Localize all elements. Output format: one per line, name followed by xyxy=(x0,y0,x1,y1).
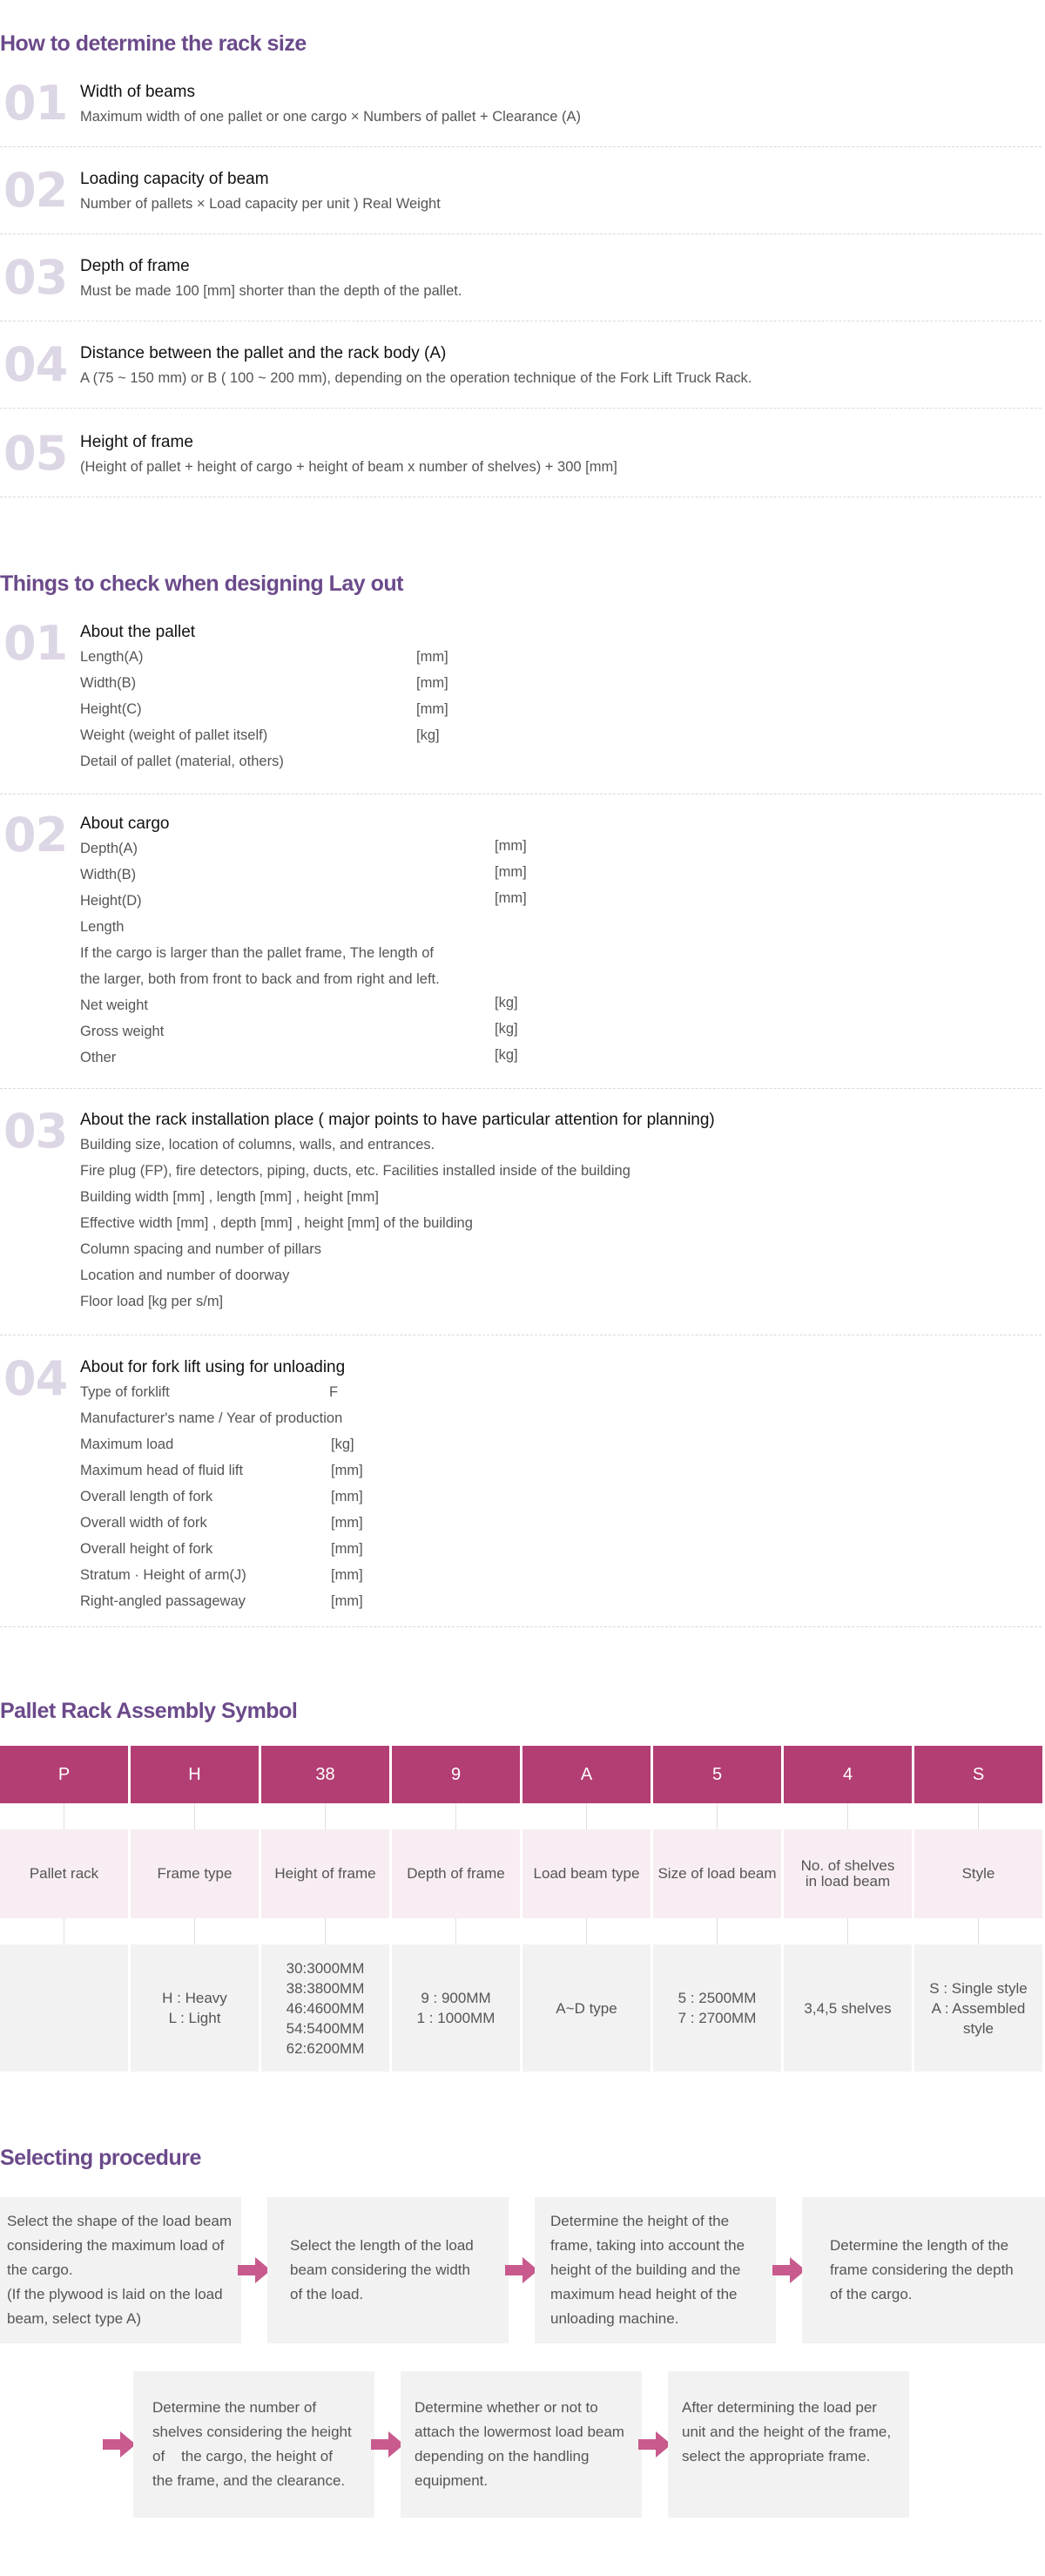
pallet-unit: [mm] xyxy=(416,701,448,717)
connector-line xyxy=(586,1918,587,1944)
connector-line xyxy=(194,1803,195,1829)
symbol-value: H : Heavy L : Light xyxy=(131,1944,259,2072)
procedure-step-text: Determine whether or not to attach the lowermost load beam depending on the handling equipment. xyxy=(415,2399,624,2489)
item-title: Width of beams xyxy=(80,83,195,101)
symbol-cell: 9 xyxy=(392,1746,520,1803)
procedure-step-2 xyxy=(267,2197,509,2343)
item-title: Height of frame xyxy=(80,433,193,451)
item-text: Number of pallets × Load capacity per unit ) Real Weight xyxy=(80,196,441,212)
pallet-unit: [kg] xyxy=(416,727,440,743)
rack-size-item-2 xyxy=(0,163,1042,234)
connector-line xyxy=(325,1803,326,1829)
item-title: Depth of frame xyxy=(80,257,190,275)
connector-line xyxy=(847,1803,848,1829)
rack-size-title: How to determine the rack size xyxy=(0,31,307,56)
layout-check-title: Things to check when designing Lay out xyxy=(0,571,403,596)
symbol-label: Style xyxy=(914,1829,1042,1918)
symbol-cell: P xyxy=(0,1746,128,1803)
cargo-line: Length xyxy=(80,919,125,935)
arrow-right-icon xyxy=(638,2430,671,2459)
symbol-cell: H xyxy=(131,1746,259,1803)
rack-size-item-3 xyxy=(0,250,1042,321)
item-number: 02 xyxy=(3,808,68,862)
symbol-cell: 4 xyxy=(784,1746,912,1803)
connector-line xyxy=(978,1918,979,1944)
connector-line xyxy=(978,1803,979,1829)
arrow-right-icon xyxy=(103,2430,136,2459)
forklift-line: Overall height of fork xyxy=(80,1541,213,1557)
procedure-step-text: Determine the length of the frame considering the depth of the cargo. xyxy=(830,2237,1014,2302)
symbol-value: 3,4,5 shelves xyxy=(784,1944,912,2072)
forklift-unit: F xyxy=(329,1384,339,1400)
symbol-value: 9 : 900MM 1 : 1000MM xyxy=(392,1944,520,2072)
rack-size-item-1 xyxy=(0,76,1042,147)
forklift-line: Maximum load xyxy=(80,1437,174,1452)
pallet-line: Detail of pallet (material, others) xyxy=(80,754,284,769)
connector-line xyxy=(586,1803,587,1829)
symbol-cell: S xyxy=(914,1746,1042,1803)
pallet-line: Weight (weight of pallet itself) xyxy=(80,727,268,743)
procedure-step-5 xyxy=(133,2371,374,2518)
symbol-value: A~D type xyxy=(522,1944,651,2072)
procedure-step-4 xyxy=(802,2197,1045,2343)
forklift-unit: [mm] xyxy=(331,1515,363,1531)
connector-line xyxy=(847,1918,848,1944)
procedure-step-text: Select the length of the load beam considering the width of the load. xyxy=(290,2237,474,2302)
connector-line xyxy=(455,1803,456,1829)
procedure-step-text: Determine the height of the frame, taking into account the height of the building and the maximum head height of the unloading machine. xyxy=(550,2213,745,2327)
forklift-unit: [mm] xyxy=(331,1489,363,1504)
procedure-step-text: Select the shape of the load beam considering the maximum load of the cargo. (If the plywood is laid on the load beam, select type A) xyxy=(7,2213,233,2327)
item-number: 03 xyxy=(3,250,68,305)
check-cargo xyxy=(0,808,1042,1089)
installation-line: Building size, location of columns, walls, and entrances. xyxy=(80,1137,435,1153)
symbol-label: Frame type xyxy=(131,1829,259,1918)
connector-line xyxy=(194,1918,195,1944)
assembly-title: Pallet Rack Assembly Symbol xyxy=(0,1699,298,1723)
arrow-right-icon xyxy=(772,2255,806,2285)
item-number: 04 xyxy=(3,337,68,392)
installation-line: Column spacing and number of pillars xyxy=(80,1241,321,1257)
item-number: 01 xyxy=(3,616,68,671)
installation-line: Fire plug (FP), fire detectors, piping, ducts, etc. Facilities installed inside of the building xyxy=(80,1163,630,1179)
item-number: 03 xyxy=(3,1104,68,1159)
symbol-value xyxy=(0,1944,128,2072)
item-text: Must be made 100 [mm] shorter than the depth of the pallet. xyxy=(80,283,462,299)
arrow-right-icon xyxy=(371,2430,404,2459)
cargo-line: the larger, both from front to back and from right and left. xyxy=(80,971,440,987)
symbol-cell: 38 xyxy=(261,1746,389,1803)
rack-size-item-4 xyxy=(0,337,1042,409)
installation-line: Floor load [kg per s/m] xyxy=(80,1294,224,1309)
cargo-line: Depth(A) xyxy=(80,841,138,856)
procedure-step-3 xyxy=(535,2197,776,2343)
cargo-line: Width(B) xyxy=(80,867,137,882)
item-title: Loading capacity of beam xyxy=(80,170,269,188)
forklift-line: Right-angled passageway xyxy=(80,1593,246,1609)
arrow-right-icon xyxy=(238,2255,271,2285)
symbol-value: S : Single style A : Assembled style xyxy=(914,1944,1042,2072)
cargo-line: Height(D) xyxy=(80,893,142,909)
forklift-unit: [kg] xyxy=(331,1437,354,1452)
cargo-line: Other xyxy=(80,1050,117,1065)
item-number: 01 xyxy=(3,76,68,131)
item-title: About cargo xyxy=(80,815,170,833)
cargo-line: If the cargo is larger than the pallet frame, The length of xyxy=(80,945,435,961)
forklift-line: Type of forklift xyxy=(80,1384,170,1400)
symbol-label: Load beam type xyxy=(522,1829,651,1918)
pallet-line: Length(A) xyxy=(80,649,144,665)
item-title: About the pallet xyxy=(80,623,196,641)
symbol-cell: A xyxy=(522,1746,651,1803)
connector-line xyxy=(717,1803,718,1829)
forklift-unit: [mm] xyxy=(331,1541,363,1557)
check-installation xyxy=(0,1104,1042,1335)
cargo-line: Gross weight xyxy=(80,1024,165,1039)
forklift-unit: [mm] xyxy=(331,1593,363,1609)
item-text: (Height of pallet + height of cargo + height of beam x number of shelves) + 300 [mm] xyxy=(80,459,617,475)
procedure-step-1 xyxy=(0,2197,241,2343)
symbol-value: 30:3000MM 38:3800MM 46:4600MM 54:5400MM 62:6200MM xyxy=(261,1944,389,2072)
item-number: 05 xyxy=(3,426,68,481)
arrow-right-icon xyxy=(505,2255,538,2285)
item-text: Maximum width of one pallet or one cargo × Numbers of pallet + Clearance (A) xyxy=(80,109,582,125)
forklift-line: Manufacturer's name / Year of production xyxy=(80,1410,343,1426)
forklift-line: Maximum head of fluid lift xyxy=(80,1463,244,1478)
cargo-unit: [kg] xyxy=(495,995,518,1011)
check-forklift xyxy=(0,1351,1042,1627)
symbol-value: 5 : 2500MM 7 : 2700MM xyxy=(653,1944,781,2072)
installation-line: Effective width [mm] , depth [mm] , height [mm] of the building xyxy=(80,1215,473,1231)
connector-line xyxy=(717,1918,718,1944)
symbol-label: Depth of frame xyxy=(392,1829,520,1918)
pallet-line: Width(B) xyxy=(80,675,137,691)
cargo-line: Net weight xyxy=(80,997,148,1013)
installation-line: Building width [mm] , length [mm] , height [mm] xyxy=(80,1189,379,1205)
cargo-unit: [mm] xyxy=(495,838,527,854)
forklift-unit: [mm] xyxy=(331,1463,363,1478)
assembly-symbol-table xyxy=(0,1746,1045,2077)
item-text: A (75 ~ 150 mm) or B ( 100 ~ 200 mm), depending on the operation technique of the Fork Lift Truck Rack. xyxy=(80,370,752,386)
connector-line xyxy=(455,1918,456,1944)
symbol-label: Pallet rack xyxy=(0,1829,128,1918)
cargo-unit: [kg] xyxy=(495,1021,518,1037)
item-number: 04 xyxy=(3,1351,68,1406)
forklift-line: Overall length of fork xyxy=(80,1489,213,1504)
cargo-unit: [kg] xyxy=(495,1047,518,1063)
item-number: 02 xyxy=(3,163,68,218)
installation-line: Location and number of doorway xyxy=(80,1268,290,1283)
pallet-unit: [mm] xyxy=(416,675,448,691)
pallet-unit: [mm] xyxy=(416,649,448,665)
symbol-cell: 5 xyxy=(653,1746,781,1803)
connector-line xyxy=(325,1918,326,1944)
check-pallet xyxy=(0,616,1042,794)
symbol-label: Height of frame xyxy=(261,1829,389,1918)
procedure-title: Selecting procedure xyxy=(0,2146,201,2170)
rack-size-item-5 xyxy=(0,426,1042,497)
item-title: About the rack installation place ( major points to have particular attention for planning) xyxy=(80,1111,715,1129)
cargo-unit: [mm] xyxy=(495,890,527,906)
procedure-step-text: Determine the number of shelves considering the height of the cargo, the height of the frame, and the clearance. xyxy=(152,2399,356,2489)
forklift-unit: [mm] xyxy=(331,1567,363,1583)
symbol-label: Size of load beam xyxy=(653,1829,781,1918)
procedure-step-7 xyxy=(668,2371,909,2518)
procedure-step-6 xyxy=(401,2371,642,2518)
pallet-line: Height(C) xyxy=(80,701,142,717)
forklift-line: Stratum · Height of arm(J) xyxy=(80,1567,246,1583)
procedure-step-text: After determining the load per unit and the height of the frame, select the appropriate frame. xyxy=(682,2399,892,2464)
cargo-unit: [mm] xyxy=(495,864,527,880)
item-title: Distance between the pallet and the rack body (A) xyxy=(80,344,447,362)
symbol-label: No. of shelves in load beam xyxy=(784,1829,912,1918)
item-title: About for fork lift using for unloading xyxy=(80,1358,346,1376)
forklift-line: Overall width of fork xyxy=(80,1515,207,1531)
